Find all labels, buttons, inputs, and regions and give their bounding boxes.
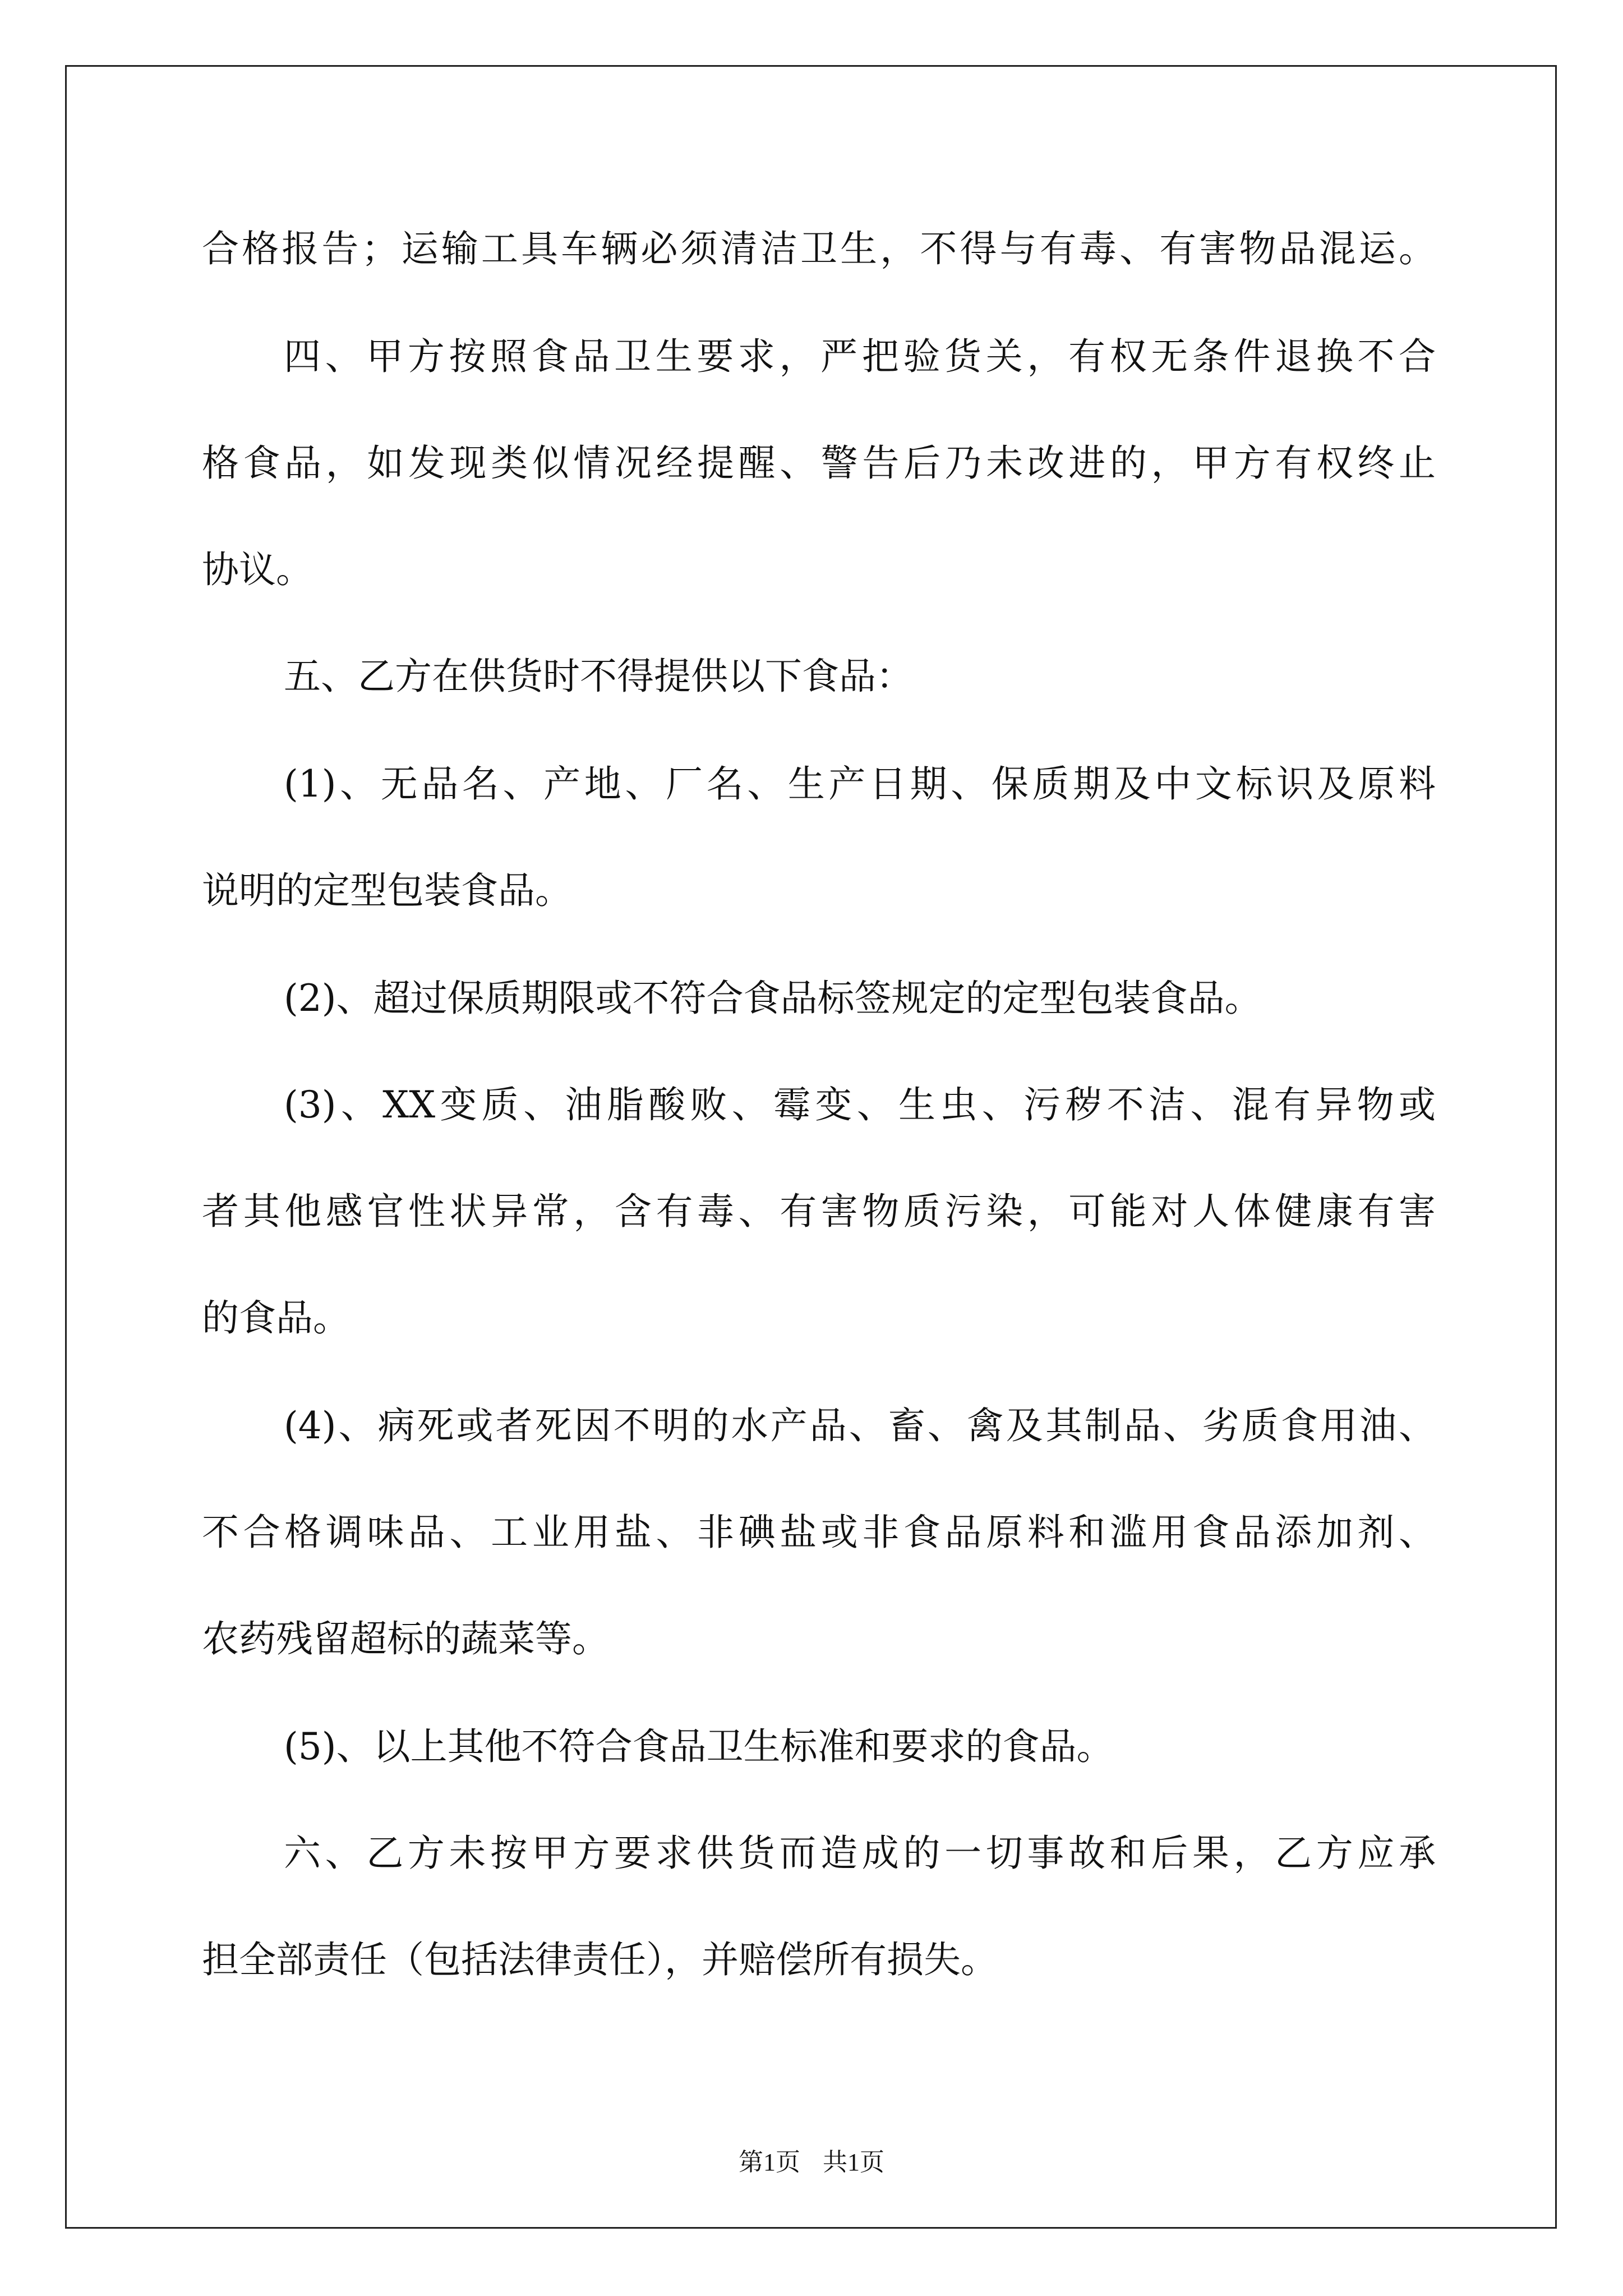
page-total: 共1页	[823, 2148, 884, 2176]
text-line: 农药残留超标的蔬菜等。	[202, 1617, 609, 1660]
page-footer	[0, 2147, 1623, 2178]
text-line: 的食品。	[202, 1296, 350, 1340]
text-line: 不合格调味品、工业用盐、非碘盐或非食品原料和滥用食品添加剂、	[202, 1511, 1436, 1554]
text-line: (4)、病死或者死因不明的水产品、畜、禽及其制品、劣质食用油、	[284, 1404, 1436, 1447]
text-line: 四、甲方按照食品卫生要求，严把验货关，有权无条件退换不合	[284, 335, 1436, 378]
text-line: (3)、XX变质、油脂酸败、霉变、生虫、污秽不洁、混有异物或	[284, 1083, 1436, 1126]
text-line: 格食品，如发现类似情况经提醒、警告后乃未改进的，甲方有权终止	[202, 441, 1436, 485]
text-line: (2)、超过保质期限或不符合食品标签规定的定型包装食品。	[284, 977, 1262, 1020]
text-line: 六、乙方未按甲方要求供货而造成的一切事故和后果，乙方应承	[284, 1832, 1436, 1875]
text-line: 说明的定型包装食品。	[202, 869, 572, 912]
text-line: 担全部责任（包括法律责任），并赔偿所有损失。	[202, 1938, 998, 1981]
text-line: 五、乙方在供货时不得提供以下食品：	[284, 655, 913, 698]
page-border	[65, 65, 1557, 2229]
text-line: (1)、无品名、产地、厂名、生产日期、保质期及中文标识及原料	[284, 762, 1436, 806]
page-number: 第1页	[739, 2148, 800, 2176]
text-line: (5)、以上其他不符合食品卫生标准和要求的食品。	[284, 1725, 1114, 1768]
text-line: 合格报告；运输工具车辆必须清洁卫生，不得与有毒、有害物品混运。	[202, 227, 1436, 270]
text-line: 协议。	[202, 548, 313, 591]
text-line: 者其他感官性状异常，含有毒、有害物质污染，可能对人体健康有害	[202, 1190, 1436, 1233]
